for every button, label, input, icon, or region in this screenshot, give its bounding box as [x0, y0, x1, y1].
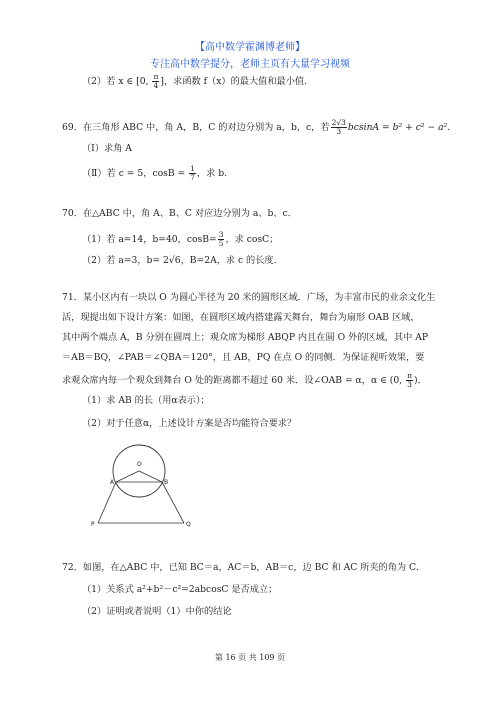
q69-stem-a: 69．在三角形 ABC 中，角 A，B，C 的对边分别为 a，b，c，若 [62, 122, 330, 133]
q69-part2-a: （Ⅱ）若 c = 5，cosB = [82, 168, 189, 179]
q71-line1: 71．某小区内有一块以 O 为圆心半径为 20 米的圆形区域．广场，为丰富市民的业余文化生 [62, 292, 436, 303]
q71-line5-a: 求观众席内每一个观众到舞台 O 处的距离都不超过 60 米．设∠OAB = α，α ∈ (0, [62, 375, 406, 386]
page-number: 第 16 页 共 109 页 [214, 653, 286, 662]
q71-fraction: $\frac{\pi}{3}$ [407, 371, 413, 389]
figure-label-a: A [110, 479, 115, 486]
q71-part2: （2）对于任意α，上述设计方案是否均能符合要求？ [82, 418, 297, 429]
q69-stem [62, 119, 456, 136]
header-title: 【高中数学霍渊博老师】 [195, 42, 305, 53]
q69-part1: （Ⅰ）求角 A [82, 143, 132, 154]
q69-part2-fraction: $\frac{1}{7}$ [190, 164, 195, 182]
q70-part2: （2）若 a=3，b= 2√6，B=2A，求 c 的长度． [82, 255, 283, 266]
figure-segment-bq [162, 482, 184, 523]
figure-label-q: Q [186, 521, 191, 528]
q71-line5-b: )． [414, 375, 427, 386]
q70-part1-b: ，求 cosC； [225, 234, 279, 245]
geometry-figure [86, 434, 216, 534]
q68-part2 [82, 73, 307, 90]
q70-fraction: $\frac{3}{5}$ [218, 230, 224, 248]
q71-line5 [62, 372, 427, 389]
figure-segment-ap [98, 482, 116, 523]
figure-label-p: P [91, 521, 95, 528]
q69-fraction: $\frac{2√3}{3}$ [331, 118, 346, 136]
q68-part2-a: （2）若 x ∈ [0, [82, 76, 152, 87]
figure-label-o: O [137, 461, 142, 468]
q69-part2-b: ，求 b. [196, 168, 228, 179]
q68-fraction: $\frac{\pi}{4}$ [153, 72, 159, 90]
q70-stem: 70．在△ABC 中，角 A、B、C 对应边分别为 a、b、c． [62, 208, 297, 219]
figure-radius-oa [116, 471, 139, 482]
q72-part1: （1）关系式 a²+b²－c²=2abcosC 是否成立； [82, 584, 278, 595]
q70-part1-a: （1）若 a=14，b=40，cosB= [82, 234, 217, 245]
q71-part1: （1）求 AB 的长（用α表示）； [82, 395, 210, 406]
header-subtitle: 专注高中数学提分，老师主页有大量学习视频 [150, 59, 350, 70]
figure-label-b: B [164, 479, 169, 486]
q71-line2: 活，现提出如下设计方案：如图，在圆形区域内搭建露天舞台，舞台为扇形 OAB 区域， [62, 312, 420, 323]
q69-stem-b: bcsinA = b² + c² − a²． [347, 122, 457, 133]
q71-line3: 其中两个端点 A，B 分别在圆周上；观众席为梯形 ABQP 内且在圆 O 外的区域，其中 AP [62, 332, 429, 343]
q70-part1 [82, 231, 278, 248]
q68-part2-b: ]，求函数 f（x）的最大值和最小值. [160, 76, 308, 87]
q71-line4: ＝AB＝BQ，∠PAB＝∠QBA＝120°，且 AB，PQ 在点 O 的同侧．为保证视听效果，要 [62, 352, 425, 363]
q72-part2: （2）证明或者说明（1）中你的结论 [82, 606, 232, 617]
figure-radius-ob [139, 471, 162, 482]
q72-stem: 72．如图，在△ABC 中，已知 BC＝a，AC＝b，AB＝c，边 BC 和 AC 所夹的角为 C． [62, 562, 426, 573]
q69-part2 [82, 165, 227, 182]
